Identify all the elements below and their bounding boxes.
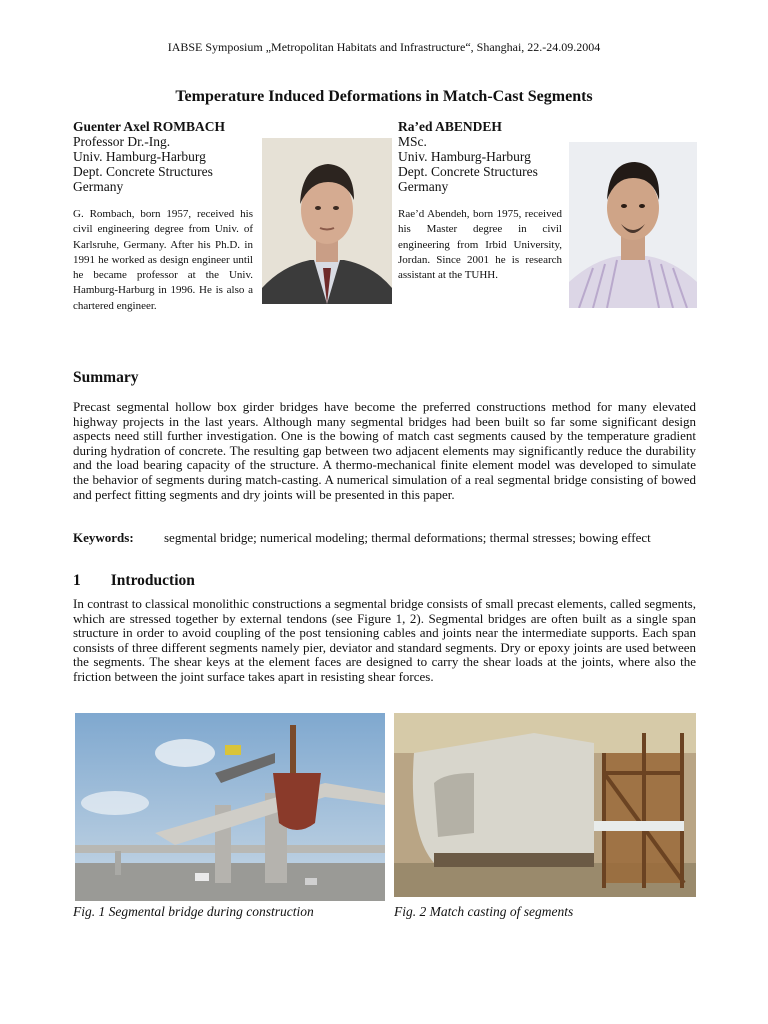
symposium-header: IABSE Symposium „Metropolitan Habitats and Infrastructure“, Shanghai, 22.-24.09.2004 [167, 40, 601, 54]
figure-2-image [394, 713, 696, 897]
author-1-block [73, 119, 273, 194]
figure-2-caption: Fig. 2 Match casting of segments [394, 904, 574, 919]
author-1-line: Univ. Hamburg-Harburg [73, 149, 206, 164]
author-2-line: Dept. Concrete Structures [398, 164, 538, 179]
intro-heading-wrap [73, 572, 195, 590]
keywords-value: segmental bridge; numerical modeling; thermal deformations; thermal stresses; bowing effect [164, 530, 651, 545]
author-2-bio: Rae’d Abendeh, born 1975, received his Master degree in civil engineering from Irbid University, Jordan. Since 2001 he is research assistant at the TUHH. [398, 208, 562, 282]
author-2-photo [569, 142, 697, 308]
intro-number: 1 [73, 572, 81, 589]
intro-heading: Introduction [110, 572, 195, 589]
intro-paragraph: In contrast to classical monolithic constructions a segmental bridge consists of small precast elements, called segments, which are stressed together by external tendons (see Figure 1, 2). Segmental bridges are often built as a single span structure in order to avoid coupling of the post tensioning cables and joints near the intermediate supports. Each span consists of three different segments namely pier, deviator and standard segments. Dry or epoxy joints are used between the segments. The shear keys at the element faces are designed to carry the shear loads at the joints, where also the friction between the joint surface takes apart in resisting shear forces. [73, 596, 696, 684]
author-1-name: Guenter Axel ROMBACH [73, 119, 225, 134]
paper-title: Temperature Induced Deformations in Match-Cast Segments [175, 88, 593, 105]
author-1-line: Dept. Concrete Structures [73, 164, 213, 179]
author-2-line: Germany [398, 179, 449, 194]
summary-paragraph: Precast segmental hollow box girder bridges have become the preferred constructions method for many elevated highway projects in the last years. Although many segmental bridges had been built so far some significant design aspects need still further investigation. One is the bowing of match cast segments caused by the temperature gradient during hydration of concrete. The resulting gap between two adjacent elements may significantly reduce the durability and the load bearing capacity of the structure. A thermo-mechanical finite element model was developed to simulate the behavior of segments during match-casting. A numerical simulation of a real segmental bridge consisting of bowed and perfect fitting segments and dry joints will be presented in this paper. [73, 399, 696, 502]
author-2-block [398, 119, 598, 194]
figure-1-image [75, 713, 385, 901]
author-2-line: Univ. Hamburg-Harburg [398, 149, 531, 164]
author-1-photo [262, 138, 392, 304]
figure-1-caption: Fig. 1 Segmental bridge during construction [73, 904, 314, 919]
author-2-line: MSc. [398, 134, 427, 149]
author-2-name: Ra’ed ABENDEH [398, 119, 502, 134]
author-1-bio: G. Rombach, born 1957, received his civil engineering degree from Univ. of Karlsruhe, Germany. After his Ph.D. in 1991 he worked as design engineer until he became professor at the Univ. Hamburg-Harburg in 1996. He is also a chartered engineer. [73, 208, 253, 312]
keywords-label: Keywords [73, 530, 130, 545]
author-1-line: Professor Dr.-Ing. [73, 134, 171, 149]
summary-heading: Summary [73, 369, 139, 386]
author-1-line: Germany [73, 179, 124, 194]
summary-heading-wrap [73, 369, 138, 387]
